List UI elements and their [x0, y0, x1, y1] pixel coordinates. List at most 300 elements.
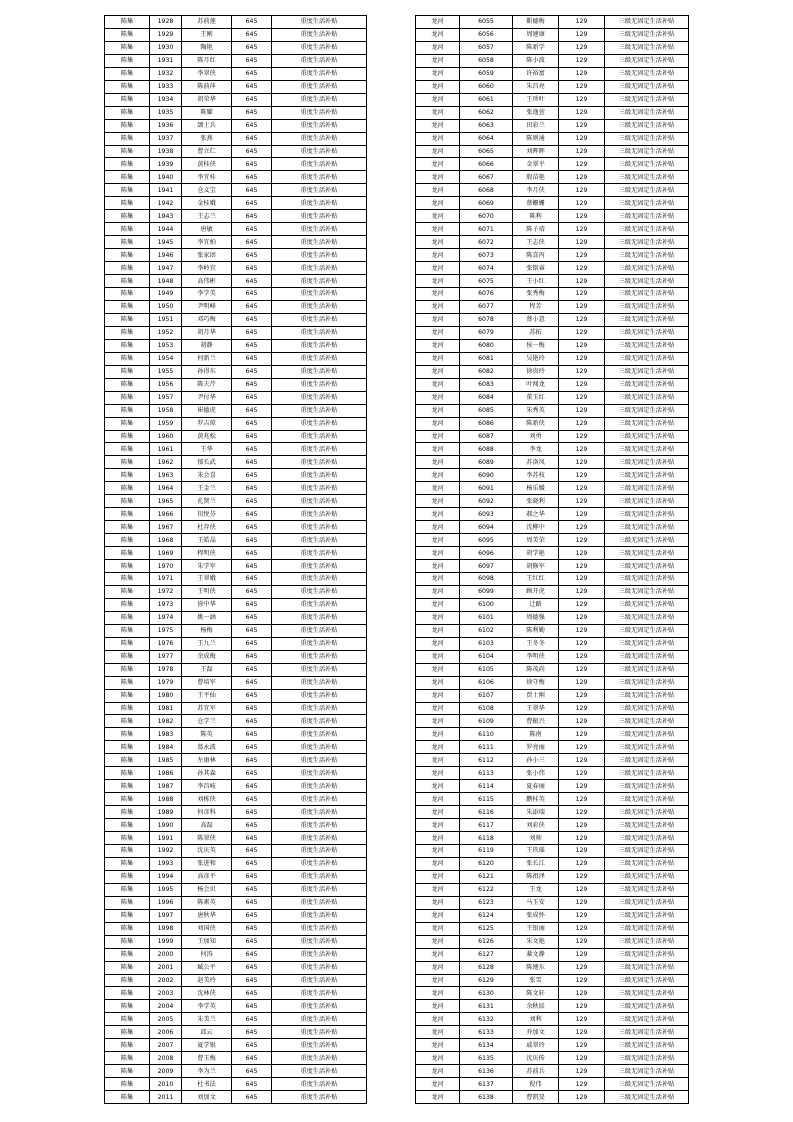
serial-cell: 1935	[150, 106, 182, 119]
table-row	[416, 987, 689, 1000]
subsidy-type-cell: 重度生活补贴	[272, 197, 367, 210]
serial-cell: 1983	[150, 728, 182, 741]
name-cell: 王九兰	[182, 637, 232, 650]
amount-cell: 129	[559, 171, 605, 184]
serial-cell: 1971	[150, 572, 182, 585]
town-cell: 陈集	[105, 223, 150, 236]
table-row	[416, 300, 689, 313]
amount-cell: 129	[559, 974, 605, 987]
town-cell: 陈集	[105, 339, 150, 352]
amount-cell: 645	[232, 767, 272, 780]
serial-cell: 2004	[150, 1000, 182, 1013]
town-cell: 陈集	[105, 249, 150, 262]
table-row	[416, 262, 689, 275]
table-row	[105, 197, 367, 210]
amount-cell: 645	[232, 1052, 272, 1065]
table-row	[105, 132, 367, 145]
amount-cell: 129	[559, 521, 605, 534]
table-row	[105, 845, 367, 858]
town-cell: 龙河	[416, 948, 460, 961]
table-row	[105, 650, 367, 663]
amount-cell: 129	[559, 987, 605, 1000]
subsidy-type-cell: 三级无固定生活补贴	[605, 365, 689, 378]
serial-cell: 6075	[460, 275, 513, 288]
table-row	[105, 456, 367, 469]
amount-cell: 645	[232, 417, 272, 430]
name-cell: 王龙	[513, 883, 559, 896]
table-row	[416, 754, 689, 767]
subsidy-type-cell: 三级无固定生活补贴	[605, 469, 689, 482]
name-cell: 朱文艳	[513, 935, 559, 948]
amount-cell: 645	[232, 534, 272, 547]
name-cell: 徂悦芬	[182, 508, 232, 521]
serial-cell: 2005	[150, 1013, 182, 1026]
name-cell: 李岭宜	[182, 262, 232, 275]
subsidy-type-cell: 重度生活补贴	[272, 443, 367, 456]
amount-cell: 129	[559, 1091, 605, 1104]
table-row	[416, 339, 689, 352]
amount-cell: 645	[232, 197, 272, 210]
amount-cell: 129	[559, 676, 605, 689]
serial-cell: 2006	[150, 1026, 182, 1039]
table-row	[416, 650, 689, 663]
amount-cell: 129	[559, 534, 605, 547]
table-row	[105, 741, 367, 754]
serial-cell: 1948	[150, 275, 182, 288]
subsidy-type-cell: 三级无固定生活补贴	[605, 935, 689, 948]
name-cell: 何新兰	[182, 352, 232, 365]
table-row	[416, 624, 689, 637]
table-row	[416, 456, 689, 469]
subsidy-type-cell: 三级无固定生活补贴	[605, 987, 689, 1000]
name-cell: 陈茂尚	[513, 663, 559, 676]
town-cell: 龙河	[416, 16, 460, 29]
name-cell: 沈柳中	[513, 521, 559, 534]
name-cell: 胡月华	[182, 326, 232, 339]
serial-cell: 1939	[150, 158, 182, 171]
table-row	[105, 585, 367, 598]
table-row	[416, 365, 689, 378]
name-cell: 刘彩侠	[513, 819, 559, 832]
town-cell: 龙河	[416, 767, 460, 780]
name-cell: 陈建东	[513, 961, 559, 974]
town-cell: 龙河	[416, 598, 460, 611]
town-cell: 龙河	[416, 935, 460, 948]
town-cell: 龙河	[416, 54, 460, 67]
subsidy-type-cell: 重度生活补贴	[272, 417, 367, 430]
name-cell: 刘帅	[513, 832, 559, 845]
town-cell: 龙河	[416, 806, 460, 819]
name-cell: 罗亮丽	[513, 741, 559, 754]
name-cell: 李龙	[513, 443, 559, 456]
name-cell: 陈利	[513, 210, 559, 223]
town-cell: 龙河	[416, 793, 460, 806]
subsidy-type-cell: 三级无固定生活补贴	[605, 28, 689, 41]
amount-cell: 129	[559, 780, 605, 793]
amount-cell: 645	[232, 702, 272, 715]
name-cell: 孔贤兰	[182, 495, 232, 508]
subsidy-type-cell: 重度生活补贴	[272, 1013, 367, 1026]
table-row	[105, 987, 367, 1000]
subsidy-type-cell: 三级无固定生活补贴	[605, 210, 689, 223]
amount-cell: 645	[232, 560, 272, 573]
amount-cell: 129	[559, 819, 605, 832]
table-row	[105, 534, 367, 547]
name-cell: 周美荣	[513, 534, 559, 547]
subsidy-type-cell: 三级无固定生活补贴	[605, 171, 689, 184]
subsidy-type-cell: 重度生活补贴	[272, 585, 367, 598]
serial-cell: 1997	[150, 909, 182, 922]
name-cell: 綦文静	[513, 948, 559, 961]
town-cell: 龙河	[416, 1078, 460, 1091]
amount-cell: 129	[559, 210, 605, 223]
town-cell: 陈集	[105, 650, 150, 663]
subsidy-type-cell: 三级无固定生活补贴	[605, 508, 689, 521]
table-row	[105, 689, 367, 702]
name-cell: 陶艳	[182, 41, 232, 54]
table-row	[105, 300, 367, 313]
town-cell: 陈集	[105, 676, 150, 689]
serial-cell: 6112	[460, 754, 513, 767]
subsidy-type-cell: 重度生活补贴	[272, 845, 367, 858]
town-cell: 龙河	[416, 288, 460, 301]
town-cell: 龙河	[416, 585, 460, 598]
town-cell: 龙河	[416, 339, 460, 352]
table-row	[416, 93, 689, 106]
subsidy-type-cell: 三级无固定生活补贴	[605, 158, 689, 171]
subsidy-type-cell: 三级无固定生活补贴	[605, 922, 689, 935]
amount-cell: 645	[232, 572, 272, 585]
table-row	[105, 676, 367, 689]
amount-cell: 645	[232, 922, 272, 935]
subsidy-type-cell: 重度生活补贴	[272, 1091, 367, 1104]
serial-cell: 2007	[150, 1039, 182, 1052]
table-row	[416, 236, 689, 249]
serial-cell: 6125	[460, 922, 513, 935]
name-cell: 戚翠玲	[513, 1039, 559, 1052]
serial-cell: 6073	[460, 249, 513, 262]
subsidy-type-cell: 三级无固定生活补贴	[605, 430, 689, 443]
table-row	[105, 974, 367, 987]
amount-cell: 645	[232, 132, 272, 145]
name-cell: 陈子靖	[513, 223, 559, 236]
subsidy-type-cell: 三级无固定生活补贴	[605, 326, 689, 339]
table-row	[416, 275, 689, 288]
amount-cell: 129	[559, 870, 605, 883]
subsidy-type-cell: 三级无固定生活补贴	[605, 521, 689, 534]
name-cell: 李学英	[182, 1000, 232, 1013]
subsidy-type-cell: 重度生活补贴	[272, 508, 367, 521]
subsidy-type-cell: 三级无固定生活补贴	[605, 132, 689, 145]
town-cell: 陈集	[105, 262, 150, 275]
table-row	[105, 210, 367, 223]
amount-cell: 129	[559, 624, 605, 637]
serial-cell: 6129	[460, 974, 513, 987]
town-cell: 陈集	[105, 560, 150, 573]
name-cell: 黄桂侠	[182, 158, 232, 171]
subsidy-type-cell: 重度生活补贴	[272, 132, 367, 145]
name-cell: 刘利	[513, 1013, 559, 1026]
table-row	[416, 857, 689, 870]
table-row	[105, 93, 367, 106]
town-cell: 陈集	[105, 870, 150, 883]
amount-cell: 129	[559, 702, 605, 715]
serial-cell: 1974	[150, 611, 182, 624]
serial-cell: 1967	[150, 521, 182, 534]
serial-cell: 6132	[460, 1013, 513, 1026]
amount-cell: 129	[559, 728, 605, 741]
table-row	[416, 521, 689, 534]
name-cell: 郁长武	[182, 456, 232, 469]
table-row	[416, 935, 689, 948]
name-cell: 臧公平	[182, 961, 232, 974]
name-cell: 陈喜丙	[513, 249, 559, 262]
table-row	[105, 378, 367, 391]
amount-cell: 645	[232, 210, 272, 223]
serial-cell: 6118	[460, 832, 513, 845]
table-row	[105, 935, 367, 948]
amount-cell: 129	[559, 93, 605, 106]
amount-cell: 645	[232, 365, 272, 378]
subsidy-type-cell: 三级无固定生活补贴	[605, 896, 689, 909]
subsidy-type-cell: 三级无固定生活补贴	[605, 741, 689, 754]
amount-cell: 645	[232, 119, 272, 132]
subsidy-type-cell: 三级无固定生活补贴	[605, 1026, 689, 1039]
name-cell: 赵美玲	[182, 974, 232, 987]
subsidy-type-cell: 三级无固定生活补贴	[605, 404, 689, 417]
subsidy-type-cell: 重度生活补贴	[272, 650, 367, 663]
table-row	[416, 482, 689, 495]
serial-cell: 6126	[460, 935, 513, 948]
town-cell: 陈集	[105, 365, 150, 378]
subsidy-type-cell: 三级无固定生活补贴	[605, 378, 689, 391]
town-cell: 龙河	[416, 249, 460, 262]
table-row	[105, 28, 367, 41]
town-cell: 陈集	[105, 922, 150, 935]
name-cell: 夏学银	[182, 1039, 232, 1052]
amount-cell: 129	[559, 80, 605, 93]
table-row	[416, 80, 689, 93]
subsidy-type-cell: 重度生活补贴	[272, 249, 367, 262]
serial-cell: 1933	[150, 80, 182, 93]
subsidy-type-cell: 三级无固定生活补贴	[605, 106, 689, 119]
serial-cell: 6109	[460, 715, 513, 728]
subsidy-type-cell: 三级无固定生活补贴	[605, 275, 689, 288]
subsidy-type-cell: 重度生活补贴	[272, 961, 367, 974]
subsidy-type-cell: 三级无固定生活补贴	[605, 702, 689, 715]
name-cell: 张家团	[182, 249, 232, 262]
amount-cell: 645	[232, 689, 272, 702]
name-cell: 张秀梅	[513, 288, 559, 301]
subsidy-type-cell: 重度生活补贴	[272, 313, 367, 326]
table-row	[416, 1039, 689, 1052]
town-cell: 龙河	[416, 1026, 460, 1039]
table-row	[416, 469, 689, 482]
name-cell: 李宜桂	[182, 171, 232, 184]
subsidy-type-cell: 重度生活补贴	[272, 702, 367, 715]
subsidy-type-cell: 重度生活补贴	[272, 1039, 367, 1052]
amount-cell: 645	[232, 404, 272, 417]
serial-cell: 6077	[460, 300, 513, 313]
amount-cell: 129	[559, 184, 605, 197]
name-cell: 孙得东	[182, 365, 232, 378]
table-row	[105, 482, 367, 495]
amount-cell: 645	[232, 1000, 272, 1013]
serial-cell: 1976	[150, 637, 182, 650]
name-cell: 金翠平	[513, 158, 559, 171]
subsidy-type-cell: 重度生活补贴	[272, 974, 367, 987]
table-row	[416, 832, 689, 845]
subsidy-type-cell: 三级无固定生活补贴	[605, 391, 689, 404]
serial-cell: 6064	[460, 132, 513, 145]
table-row	[105, 870, 367, 883]
town-cell: 龙河	[416, 560, 460, 573]
serial-cell: 6092	[460, 495, 513, 508]
table-row	[416, 974, 689, 987]
serial-cell: 1988	[150, 793, 182, 806]
subsidy-type-cell: 三级无固定生活补贴	[605, 223, 689, 236]
town-cell: 龙河	[416, 909, 460, 922]
serial-cell: 1966	[150, 508, 182, 521]
amount-cell: 645	[232, 637, 272, 650]
name-cell: 胡静	[182, 339, 232, 352]
town-cell: 龙河	[416, 689, 460, 702]
name-cell: 高磊	[182, 819, 232, 832]
serial-cell: 6058	[460, 54, 513, 67]
amount-cell: 129	[559, 572, 605, 585]
town-cell: 龙河	[416, 106, 460, 119]
name-cell: 叶闯龙	[513, 378, 559, 391]
serial-cell: 6060	[460, 80, 513, 93]
amount-cell: 129	[559, 560, 605, 573]
town-cell: 陈集	[105, 430, 150, 443]
amount-cell: 645	[232, 443, 272, 456]
town-cell: 龙河	[416, 236, 460, 249]
town-cell: 龙河	[416, 611, 460, 624]
amount-cell: 129	[559, 598, 605, 611]
table-row	[105, 819, 367, 832]
town-cell: 龙河	[416, 352, 460, 365]
table-row	[416, 1000, 689, 1013]
serial-cell: 1947	[150, 262, 182, 275]
serial-cell: 1928	[150, 16, 182, 29]
serial-cell: 1975	[150, 624, 182, 637]
town-cell: 陈集	[105, 974, 150, 987]
subsidy-type-cell: 重度生活补贴	[272, 352, 367, 365]
amount-cell: 129	[559, 1013, 605, 1026]
serial-cell: 1936	[150, 119, 182, 132]
table-row	[105, 1091, 367, 1104]
name-cell: 余秋辰	[513, 1000, 559, 1013]
amount-cell: 645	[232, 28, 272, 41]
subsidy-type-cell: 三级无固定生活补贴	[605, 1065, 689, 1078]
serial-cell: 1959	[150, 417, 182, 430]
subsidy-type-cell: 三级无固定生活补贴	[605, 948, 689, 961]
subsidy-type-cell: 重度生活补贴	[272, 300, 367, 313]
table-row	[105, 313, 367, 326]
table-row	[416, 819, 689, 832]
table-row	[105, 1026, 367, 1039]
table-row	[416, 54, 689, 67]
table-row	[416, 741, 689, 754]
table-row	[416, 560, 689, 573]
town-cell: 陈集	[105, 1078, 150, 1091]
town-cell: 陈集	[105, 275, 150, 288]
subsidy-type-cell: 重度生活补贴	[272, 909, 367, 922]
amount-cell: 645	[232, 1091, 272, 1104]
name-cell: 陈素英	[182, 896, 232, 909]
table-row	[105, 948, 367, 961]
town-cell: 龙河	[416, 456, 460, 469]
name-cell: 蔡小意	[513, 313, 559, 326]
serial-cell: 6088	[460, 443, 513, 456]
subsidy-type-cell: 三级无固定生活补贴	[605, 80, 689, 93]
table-row	[416, 391, 689, 404]
amount-cell: 645	[232, 145, 272, 158]
serial-cell: 2003	[150, 987, 182, 1000]
subsidy-type-cell: 重度生活补贴	[272, 611, 367, 624]
subsidy-type-cell: 三级无固定生活补贴	[605, 93, 689, 106]
table-row	[105, 236, 367, 249]
name-cell: 张晓利	[513, 495, 559, 508]
name-cell: 张成怀	[513, 909, 559, 922]
table-row	[416, 1078, 689, 1091]
table-row	[416, 158, 689, 171]
name-cell: 靳德梅	[513, 16, 559, 29]
serial-cell: 1956	[150, 378, 182, 391]
serial-cell: 1940	[150, 171, 182, 184]
right-subsidy-table	[415, 15, 689, 1104]
amount-cell: 129	[559, 313, 605, 326]
amount-cell: 645	[232, 326, 272, 339]
town-cell: 龙河	[416, 443, 460, 456]
subsidy-type-cell: 三级无固定生活补贴	[605, 961, 689, 974]
table-row	[416, 572, 689, 585]
name-cell: 孙小三	[513, 754, 559, 767]
table-row	[105, 883, 367, 896]
serial-cell: 1964	[150, 482, 182, 495]
amount-cell: 645	[232, 16, 272, 29]
subsidy-type-cell: 重度生活补贴	[272, 184, 367, 197]
amount-cell: 129	[559, 547, 605, 560]
table-row	[416, 870, 689, 883]
amount-cell: 645	[232, 1065, 272, 1078]
subsidy-type-cell: 重度生活补贴	[272, 210, 367, 223]
name-cell: 徐贵玲	[513, 365, 559, 378]
table-row	[105, 106, 367, 119]
subsidy-type-cell: 三级无固定生活补贴	[605, 1000, 689, 1013]
name-cell: 高伟彬	[182, 275, 232, 288]
amount-cell: 645	[232, 508, 272, 521]
table-row	[105, 896, 367, 909]
amount-cell: 645	[232, 352, 272, 365]
town-cell: 陈集	[105, 987, 150, 1000]
serial-cell: 6120	[460, 857, 513, 870]
name-cell: 李为兰	[182, 1065, 232, 1078]
name-cell: 徐守梅	[513, 676, 559, 689]
subsidy-type-cell: 重度生活补贴	[272, 171, 367, 184]
serial-cell: 6110	[460, 728, 513, 741]
table-row	[105, 560, 367, 573]
town-cell: 龙河	[416, 430, 460, 443]
amount-cell: 645	[232, 909, 272, 922]
subsidy-type-cell: 三级无固定生活补贴	[605, 54, 689, 67]
amount-cell: 645	[232, 547, 272, 560]
subsidy-type-cell: 重度生活补贴	[272, 935, 367, 948]
serial-cell: 1934	[150, 93, 182, 106]
name-cell: 沈林侠	[182, 987, 232, 1000]
amount-cell: 645	[232, 1026, 272, 1039]
